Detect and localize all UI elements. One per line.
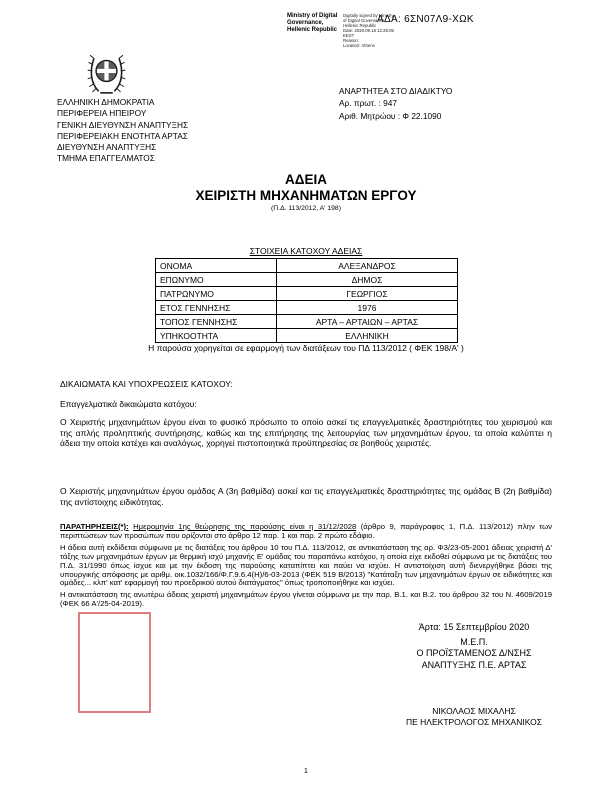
signature-ministry-name — [287, 13, 339, 35]
rights-heading: ΔΙΚΑΙΩΜΑΤΑ ΚΑΙ ΥΠΟΧΡΕΩΣΕΙΣ ΚΑΤΟΧΟΥ: — [60, 379, 233, 389]
issuance-note: Η παρούσα χορηγείται σε εφαρμογή των διατάξεων του ΠΔ 113/2012 ( ΦΕΚ 198/Α' ) — [148, 343, 464, 353]
table-row — [156, 287, 458, 301]
signer-identity — [383, 706, 565, 728]
hellenic-coat-of-arms-icon — [83, 49, 130, 96]
title-line-1: ΑΔΕΙΑ — [285, 172, 327, 187]
publish-notice: ΑΝΑΡΤΗΤΕΑ ΣΤΟ ΔΙΑΔΙΚΤΥΟ — [339, 86, 453, 96]
signature-detail-line: of Digital Governance, — [343, 18, 386, 23]
row-label: ΕΤΟΣ ΓΕΝΝΗΣΗΣ — [156, 301, 277, 315]
rights-paragraph-2: Ο Χειριστής μηχανημάτων έργου ομάδας Α (3η βαθμίδα) ασκεί και τις επαγγελματικές δραστηριότητες της ομάδας Β (2η βαθμίδα) της αντίστοιχης ειδικότητας. — [60, 486, 552, 507]
row-label: ΠΑΤΡΩΝΥΜΟ — [156, 287, 277, 301]
remarks-paragraph-2: Η άδεια αυτή εκδίδεται σύμφωνα με τις διατάξεις του άρθρου 10 του Π.Δ. 113/2012, σε αντικατάσταση της αρ. Φ3/23-05-2001 άδειας χειριστή Δ' τάξης των μηχανημάτων έργων με θερμική ισχύ μηχανής Ε' ομάδας του παραπάνω κατόχου, η οποία είχε εκδοθεί σύμφωνα με τις διατάξεις του Π.Δ. 31/1990 όπως ίσχυε και με την έκδοση της παρούσης καταπίπτει και παύει να ισχύει. Η αντιστοίχιση αυτή διενεργήθηκε βάσει της υπουργικής απόφασης με αριθμ. οικ.1032/166/Φ.Γ.9.6.4(Η)/6-03-2013 (ΦΕΚ 519 Β/2013) "Κατάταξη των μηχανημάτων έργων σε ειδικότητες και ομάδες... κλπ' κατ' εφαρμογή του προεδρικού αυτού διατάγματος" όπως τροποποιήθηκε και ισχύει. — [60, 542, 552, 588]
row-label: ΤΟΠΟΣ ΓΕΝΝΗΣΗΣ — [156, 315, 277, 329]
page-number: 1 — [304, 768, 308, 775]
photo-placeholder — [78, 612, 151, 713]
signoff-block — [383, 622, 565, 671]
ministry-line: Hellenic Republic — [287, 27, 338, 34]
ministry-line: Ministry of Digital — [287, 13, 338, 19]
protocol-number: Αρ. πρωτ. : 947 — [339, 98, 398, 109]
signature-detail-line: Digitally signed by Ministry — [343, 13, 394, 18]
document-title — [0, 172, 612, 212]
row-value: 1976 — [277, 301, 458, 315]
table-row — [156, 301, 458, 315]
signature-detail-line: Date: 2020.09.15 12:26:05 — [343, 28, 394, 33]
holder-table-title: ΣΤΟΙΧΕΙΑ ΚΑΤΟΧΟΥ ΑΔΕΙΑΣ — [249, 246, 363, 256]
table-row — [156, 259, 458, 273]
signature-detail-line: Reason: — [343, 38, 360, 43]
signer-profession: ΠΕ ΗΛΕΚΤΡΟΛΟΓΟΣ ΜΗΧΑΝΙΚΟΣ — [406, 716, 542, 727]
decree-reference: (Π.Δ. 113/2012, Α' 198) — [271, 205, 341, 212]
issuing-authority-block — [57, 97, 188, 165]
authority-line: ΔΙΕΥΘΥΝΣΗ ΑΝΑΠΤΥΞΗΣ — [57, 142, 157, 153]
authority-line: ΕΛΛΗΝΙΚΗ ΔΗΜΟΚΡΑΤΙΑ — [57, 97, 155, 107]
signature-detail-line: Hellenic Republic — [343, 23, 377, 28]
remarks-section — [60, 523, 552, 612]
holder-details-table — [155, 258, 458, 343]
remarks-paragraph-1 — [60, 523, 552, 541]
registry-number: Αριθ. Μητρώου : Φ 22.1090 — [339, 110, 442, 121]
signer-title-line-2: ΑΝΑΠΤΥΞΗΣ Π.Ε. ΑΡΤΑΣ — [421, 659, 527, 670]
row-value: ΕΛΛΗΝΙΚΗ — [277, 329, 458, 343]
authority-line: ΓΕΝΙΚΗ ΔΙΕΥΘΥΝΣΗ ΑΝΑΠΤΥΞΗΣ — [57, 119, 189, 130]
signer-name: ΝΙΚΟΛΑΟΣ ΜΙΧΑΛΗΣ — [432, 706, 516, 716]
signer-title-line-1: Ο ΠΡΟΪΣΤΑΜΕΝΟΣ Δ/ΝΣΗΣ — [416, 648, 532, 658]
remarks-label: ΠΑΡΑΤΗΡΗΣΕΙΣ(*): — [60, 522, 129, 531]
table-row — [156, 273, 458, 287]
signature-detail-line: EEST — [343, 33, 355, 38]
authority-line: ΠΕΡΙΦΕΡΕΙΑ ΗΠΕΙΡΟΥ — [57, 108, 147, 119]
authority-line: ΠΕΡΙΦΕΡΕΙΑΚΗ ΕΝΟΤΗΤΑ ΑΡΤΑΣ — [57, 130, 188, 141]
row-label: ΥΠΗΚΟΟΤΗΤΑ — [156, 329, 277, 343]
row-value: ΔΗΜΟΣ — [277, 273, 458, 287]
ministry-line: Governance, — [287, 20, 324, 27]
remarks-after-underline: (άρθρο 9, παράγραφος 1, Π.Δ. 113/2012) πλην των περιπτώσεων των προσώπων που ορίζονται στο άρθρο 12 παρ. 1 και παρ. 2 πρώτο εδάφιο. — [60, 522, 552, 540]
row-label: ΟΝΟΜΑ — [156, 259, 277, 273]
remarks-validation-date: Ημερομηνία 1ης θεώρησης της παρούσης είναι η 31/12/2028 — [133, 522, 357, 531]
digital-signature-stamp — [287, 13, 403, 48]
row-label: ΕΠΩΝΥΜΟ — [156, 273, 277, 287]
rights-subheading: Επαγγελματικά δικαιώματα κατόχου: — [60, 399, 197, 409]
table-row — [156, 315, 458, 329]
place-and-date: Άρτα: 15 Σεπτεμβρίου 2020 — [418, 622, 530, 632]
signature-details — [343, 13, 403, 48]
signature-detail-line: Location: Athens — [343, 43, 375, 48]
remarks-paragraph-3: Η αντικατάσταση της ανωτέρω άδειας χειριστή μηχανημάτων έργου γίνεται σύμφωνα με την παρ. Β.1. και Β.2. του άρθρου 32 του Ν. 4609/2019 (ΦΕΚ 66 Α'/25-04-2019). — [60, 590, 552, 609]
by-order-abbreviation: Μ.Ε.Π. — [460, 636, 488, 647]
title-line-2: ΧΕΙΡΙΣΤΗ ΜΗΧΑΝΗΜΑΤΩΝ ΕΡΓΟΥ — [195, 187, 417, 203]
row-value: ΓΕΩΡΓΙΟΣ — [277, 287, 458, 301]
protocol-block — [339, 85, 452, 122]
table-row — [156, 329, 458, 343]
row-value: ΑΡΤΑ – ΑΡΤΑΙΩΝ – ΑΡΤΑΣ — [277, 315, 458, 329]
ada-code: ΑΔΑ: 6ΣΝ07Λ9-ΧΩΚ — [377, 14, 474, 25]
authority-line: ΤΜΗΜΑ ΕΠΑΓΓΕΛΜΑΤΟΣ — [57, 153, 155, 164]
row-value: ΑΛΕΞΑΝΔΡΟΣ — [277, 259, 458, 273]
rights-paragraph-1: Ο Χειριστής μηχανημάτων έργου είναι το φυσικό πρόσωπο το οποίο ασκεί τις επαγγελματικές δραστηριότητες του χειρισμού και της απλής προληπτικής συντήρησης, καθώς και της επιτήρησης της λειτουργίας των μηχανημάτων έργου, τα οποία καλύπτει η άδεια την οποία κατέχει και αναλόγως, χορηγεί πιστοποιητικά προϋπηρεσίας σε βοηθούς χειριστές. — [60, 417, 552, 449]
